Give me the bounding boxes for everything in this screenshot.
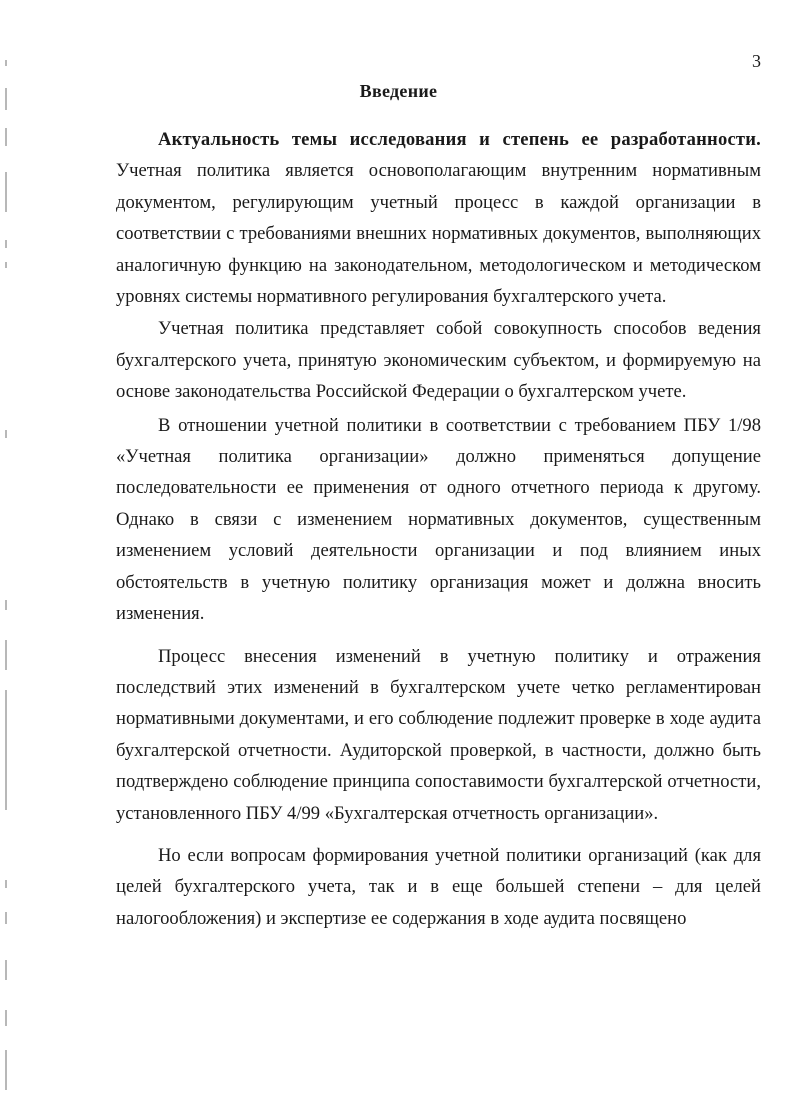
scan-speck	[5, 600, 7, 610]
paragraph-changes-process: Процесс внесения изменений в учетную политику и отражения последствий этих изменений в бухгалтерском учете четко регламентирован нормативными документами, и его соблюдение подлежит проверке в ходе аудита бухгалтерской отчетности. Аудиторской проверкой, в частности, должно быть подтверждено соблюдение принципа сопоставимости бухгалтерской отчетности, установленного ПБУ 4/99 «Бухгалтерская отчетность организации».	[116, 645, 761, 824]
scan-speck	[5, 640, 7, 670]
scan-margin-specks	[0, 0, 14, 1106]
scan-speck	[5, 430, 7, 438]
scan-speck	[5, 172, 7, 212]
scan-speck	[5, 262, 7, 268]
paragraph-research-gap: Но если вопросам формирования учетной политики организаций (как для целей бухгалтерского учета, так и в еще большей степени – для целей налогообложения) и экспертизе ее содержания в ходе аудита посвящено	[116, 844, 761, 929]
scan-speck	[5, 240, 7, 248]
scan-speck	[5, 1010, 7, 1026]
scan-speck	[5, 912, 7, 924]
scan-speck	[5, 1050, 7, 1090]
paragraph-accounting-policy: Учетная политика представляет собой совокупность способов ведения бухгалтерского учета, принятую экономическим субъектом, и формируемую на основе законодательства Российской Федерации о бухгалтерском учете.	[116, 318, 761, 403]
page-number: 3	[752, 51, 761, 71]
paragraph-pbu-1-98: В отношении учетной политики в соответствии с требованием ПБУ 1/98 «Учетная политика организации» должно применяться допущение последовательности ее применения от одного отчетного периода к другому. Однако в связи с изменением нормативных документов, существенным изменением условий деятельности организации и под влиянием иных обстоятельств в учетную политику организация может и должна вносить изменения.	[116, 414, 761, 625]
paragraph-text: Учетная политика является основополагающим внутренним нормативным документом, регулирующим учетный процесс в каждой организации в соответствии с требованиями внешних нормативных документов, выполняющих аналогичную функцию на законодательном, методологическом и методическом уровнях системы нормативного регулирования бухгалтерского учета.	[116, 160, 761, 308]
body-text	[116, 124, 761, 934]
scan-speck	[5, 960, 7, 980]
scan-speck	[5, 60, 7, 66]
scan-speck	[5, 690, 7, 810]
scan-speck	[5, 880, 7, 888]
scan-speck	[5, 128, 7, 146]
paragraph-relevance	[116, 124, 761, 312]
paragraph-title: Актуальность темы исследования и степень ее разработанности.	[158, 129, 761, 150]
section-heading: Введение	[359, 81, 438, 101]
